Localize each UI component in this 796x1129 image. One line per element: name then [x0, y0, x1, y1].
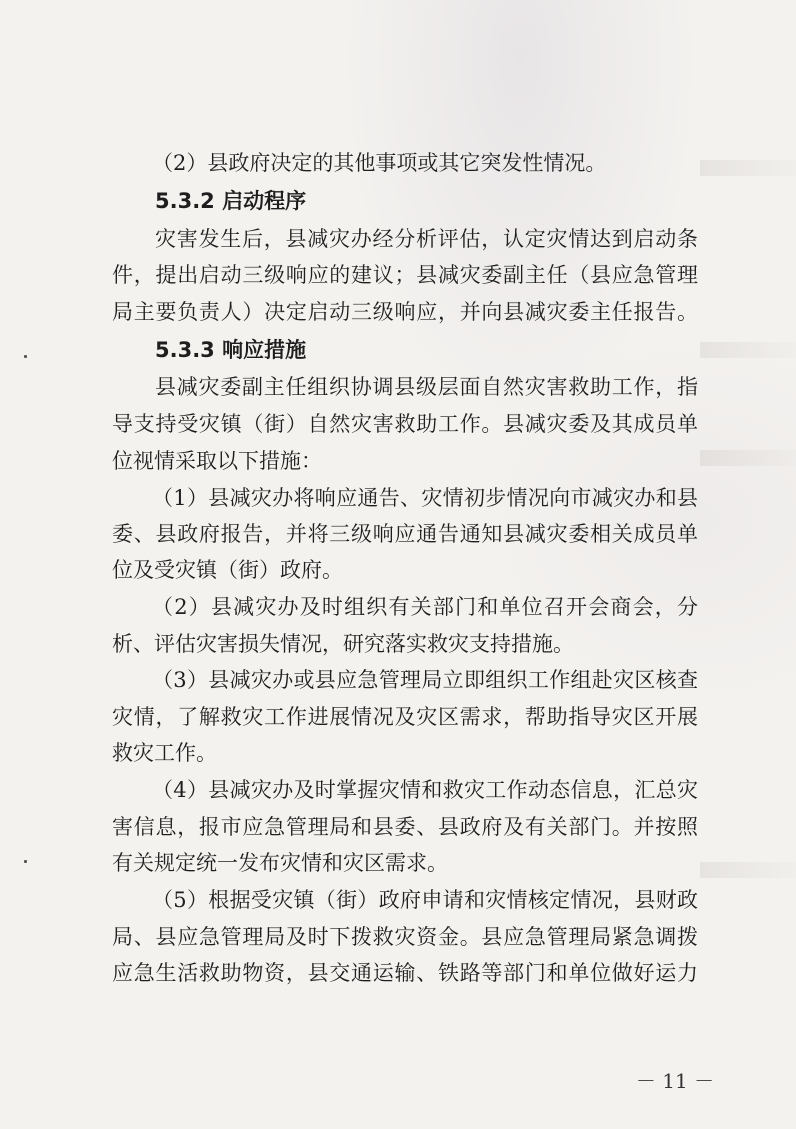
text-line: （2）县政府决定的其他事项或其它突发性情况。	[152, 151, 607, 175]
page-number: － 11 －	[635, 1069, 715, 1093]
text-line: （3）县减灾办或县应急管理局立即组织工作组赴灾区核查	[152, 668, 698, 692]
section-heading: 5.3.3 响应措施	[155, 338, 307, 362]
scan-speck	[24, 860, 27, 863]
text-line: 灾害发生后，县减灾办经分析评估，认定灾情达到启动条	[155, 227, 698, 251]
text-line: （1）县减灾办将响应通告、灾情初步情况向市减灾办和县	[152, 486, 698, 510]
text-line: 件，提出启动三级响应的建议；县减灾委副主任（县应急管理	[112, 263, 698, 287]
section-heading: 5.3.2 启动程序	[155, 189, 307, 213]
text-line: 导支持受灾镇（街）自然灾害救助工作。县减灾委及其成员单	[112, 412, 698, 436]
text-line: 局、县应急管理局及时下拨救灾资金。县应急管理局紧急调拨	[112, 925, 698, 949]
scan-speck	[24, 355, 27, 358]
text-line: 灾情，了解救灾工作进展情况及灾区需求，帮助指导灾区开展	[112, 705, 698, 729]
bleed-through-mark	[700, 342, 796, 358]
text-line: 救灾工作。	[112, 741, 217, 765]
bleed-through-mark	[700, 450, 796, 466]
text-line: （2）县减灾办及时组织有关部门和单位召开会商会，分	[152, 595, 698, 619]
text-line: 位视情采取以下措施：	[112, 449, 322, 473]
bleed-through-mark	[700, 160, 796, 176]
text-line: （4）县减灾办及时掌握灾情和救灾工作动态信息，汇总灾	[152, 778, 698, 802]
bleed-through-mark	[700, 862, 796, 878]
text-line: 位及受灾镇（街）政府。	[112, 558, 343, 582]
text-line: 县减灾委副主任组织协调县级层面自然灾害救助工作，指	[155, 375, 698, 399]
text-line: 害信息，报市应急管理局和县委、县政府及有关部门。并按照	[112, 815, 698, 839]
text-line: （5）根据受灾镇（街）政府申请和灾情核定情况，县财政	[152, 888, 698, 912]
text-line: 析、评估灾害损失情况，研究落实救灾支持措施。	[112, 632, 574, 656]
text-line: 局主要负责人）决定启动三级响应，并向县减灾委主任报告。	[112, 300, 698, 324]
text-line: 委、县政府报告，并将三级响应通告通知县减灾委相关成员单	[112, 522, 698, 546]
text-line: 有关规定统一发布灾情和灾区需求。	[112, 851, 448, 875]
text-line: 应急生活救助物资，县交通运输、铁路等部门和单位做好运力	[112, 961, 698, 985]
